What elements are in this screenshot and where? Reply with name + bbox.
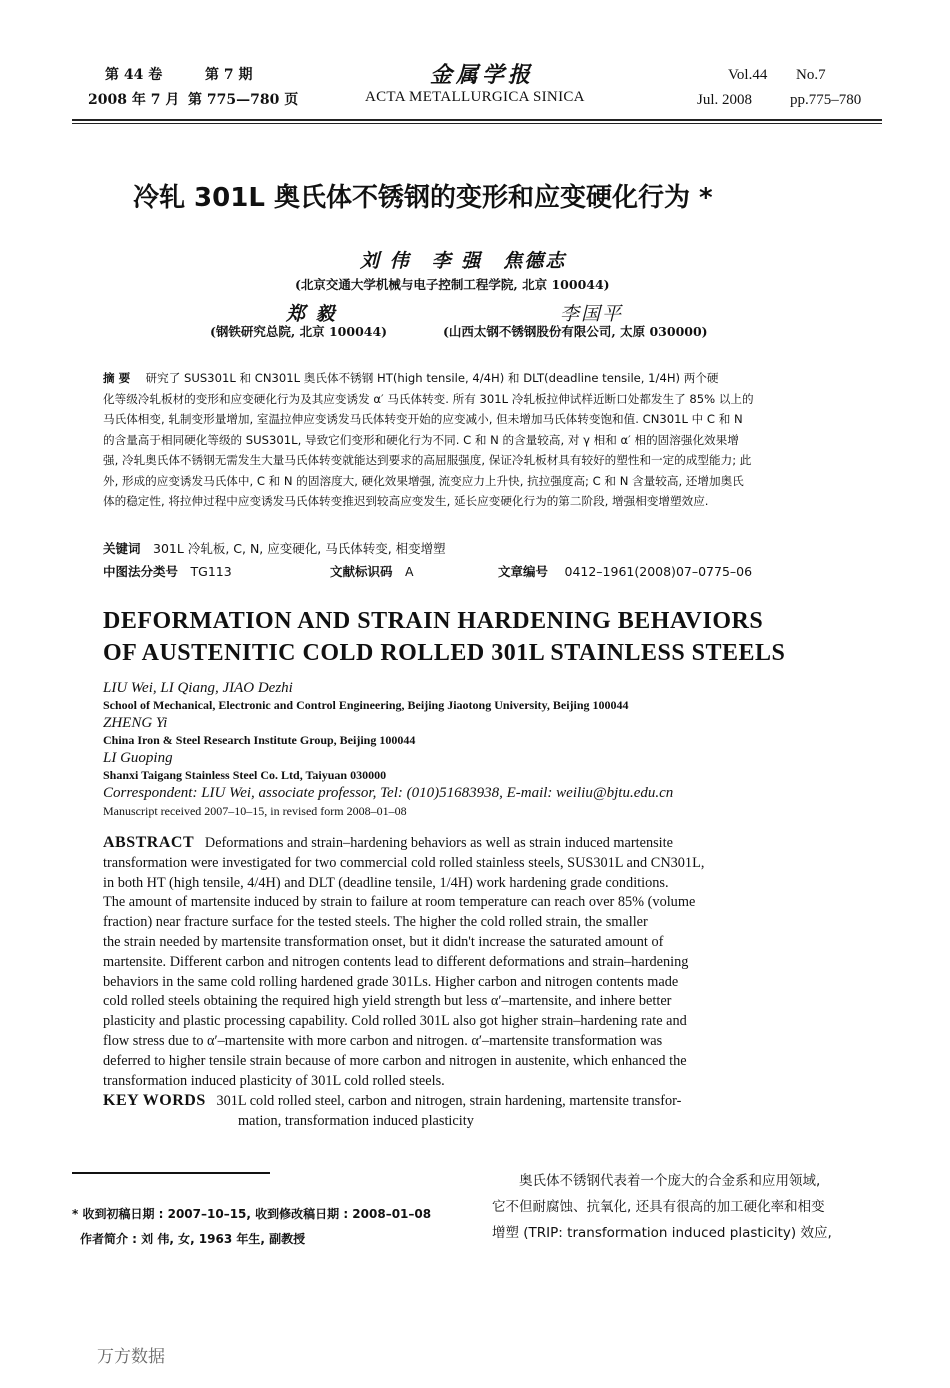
abstract-en-line: martensite. Different carbon and nitrogen contents lead to different deformations and strain–hardening [103,953,689,970]
footnote-received: * 收到初稿日期 : 2007–10–15, 收到修改稿日期 : 2008–01–08 [72,1207,432,1221]
abstract-cn-line: 外, 形成的应变诱发马氏体中, C 和 N 的固溶度大, 硬化效果增强, 流变应力上升快, 抗拉强度高; C 和 N 含量较高, 还增加奥氏 [103,473,744,488]
abstract-en-line: in both HT (high tensile, 4/4H) and DLT (deadline tensile, 1/4H) work hardening grade conditions. [103,874,669,891]
abstract-en-line: ABSTRACT Deformations and strain–hardening behaviors as well as strain induced martensite [103,834,673,851]
authors-en-1: LIU Wei, LI Qiang, JIAO Dezhi [103,680,293,696]
header-rule [72,119,882,121]
abstract-cn-line: 摘 要 研究了 SUS301L 和 CN301L 奥氏体不锈钢 HT(high tensile, 4/4H) 和 DLT(deadline tensile, 1/4H) 两个硬 [103,371,719,385]
body-line: 增塑 (TRIP: transformation induced plasticity) 效应, [492,1225,832,1241]
body-text-cn [492,1168,892,1246]
abstract-en-line: transformation were investigated for two commercial cold rolled stainless steels, SUS301L and CN301L, [103,854,705,871]
date-cn: 2008 年 7 月 [88,92,180,108]
abstract-en-line: The amount of martensite induced by strain to failure at room temperature can reach over 85% (volume [103,894,696,911]
abstract-cn-label: 摘 要 [103,371,131,385]
author-cn-2: 郑 毅 [286,303,337,325]
abstract-en-label: ABSTRACT [103,834,195,851]
keywords-cn-text: 301L 冷轧板, C, N, 应变硬化, 马氏体转变, 相变增塑 [153,541,446,556]
abstract-en-line: deferred to higher tensile strain because of more carbon and nitrogen in austenite, which enhanced the [103,1052,687,1069]
abstract-cn-line: 强, 冷轧奥氏体不锈钢无需发生大量马氏体转变就能达到要求的高屈服强度, 保证冷轧板材具有较好的塑性和一定的成型能力; 此 [103,453,752,467]
abstract-cn-line: 的含量高于相同硬化等级的 SUS301L, 导致它们变形和硬化行为不同. C 和 N 的含量较高, 对 γ 相和 α′ 相的固溶强化效果增 [103,432,739,447]
date-en: Jul. 2008 [697,92,753,108]
abstract-cn [103,368,851,512]
footnote-rule [72,1172,270,1174]
keywords-en-line: KEY WORDS 301L cold rolled steel, carbon and nitrogen, strain hardening, martensite transfor- [103,1092,682,1109]
abstract-en [103,833,851,1091]
watermark-wanfang: 万方数据 [97,1347,165,1367]
affiliation-en-1: School of Mechanical, Electronic and Control Engineering, Beijing Jiaotong University, Beijing 100044 [103,698,629,712]
article-number-value: 0412–1961(2008)07–0775–06 [564,564,753,579]
affiliation-cn-2: (钢铁研究总院, 北京 100044) [210,324,388,339]
issue-cn: 第 7 期 [205,67,253,83]
article-number-label: 文章编号 [498,564,549,579]
author-cn-3: 李国平 [560,303,624,325]
affiliation-cn-1: (北京交通大学机械与电子控制工程学院, 北京 100044) [295,277,610,292]
correspondent: Correspondent: LIU Wei, associate professor, Tel: (010)51683938, E-mail: weiliu@bjtu.edu.cn [103,785,674,801]
volume-en: Vol.44 [728,67,768,83]
keywords-en-line: mation, transformation induced plasticity [238,1112,474,1129]
abstract-cn-line: 化等级冷轧板材的变形和应变硬化行为及其应变诱发 α′ 马氏体转变. 所有 301L 冷轧板拉伸试样近断口处都发生了 85% 以上的 [103,391,754,406]
footnote-author: 作者简介 : 刘 伟, 女, 1963 年生, 副教授 [80,1232,306,1246]
article-number-row [498,562,752,580]
body-line: 它不但耐腐蚀、抗氧化, 还具有很高的加工硬化率和相变 [492,1199,825,1215]
abstract-en-line: transformation induced plasticity of 301L cold rolled steels. [103,1072,445,1089]
paper-title-cn: 冷轧 301L 奥氏体不锈钢的变形和应变硬化行为 * [133,183,713,213]
affiliation-cn-3: (山西太钢不锈钢股份有限公司, 太原 030000) [443,324,708,339]
affiliation-en-3: Shanxi Taigang Stainless Steel Co. Ltd, Taiyuan 030000 [103,768,387,782]
body-line: 奥氏体不锈钢代表着一个庞大的合金系和应用领域, [492,1173,821,1189]
volume-cn: 第 44 卷 [105,67,163,83]
abstract-cn-line: 马氏体相变, 轧制变形量增加, 室温拉伸应变诱发马氏体转变开始的应变减小, 但未增加马氏体转变饱和值. CN301L 中 C 和 N [103,412,743,426]
keywords-en [103,1091,851,1132]
keywords-cn [103,539,446,557]
abstract-cn-line: 体的稳定性, 将拉伸过程中应变诱发马氏体转变推迟到较高应变发生, 延长应变硬化行为的第二阶段, 增强相变增塑效应. [103,494,709,508]
clc-label: 中图法分类号 [103,564,179,579]
abstract-en-line: the strain needed by martensite transformation onset, but it didn't increase the saturated amount of [103,933,664,950]
abstract-en-line: fraction) near fracture surface for the tested steels. The higher the cold rolled strain, the smaller [103,914,648,931]
journal-title-cn: 金属学报 [430,62,535,88]
pages-en: pp.775–780 [790,92,862,108]
authors-en-3: LI Guoping [103,750,173,766]
pages-cn: 第 775—780 页 [188,92,299,108]
affiliation-en-2: China Iron & Steel Research Institute Group, Beijing 100044 [103,733,416,747]
paper-title-en-line1: DEFORMATION AND STRAIN HARDENING BEHAVIORS [103,608,764,634]
authors-cn-line1: 刘 伟 李 强 焦德志 [360,250,567,272]
doc-code-label: 文献标识码 [330,564,393,579]
clc-value: TG113 [190,564,232,579]
keywords-cn-label: 关键词 [103,541,141,556]
abstract-en-line: plasticity and plastic processing capability. Cold rolled 301L also got higher strain–hardening rate and [103,1013,687,1030]
keywords-en-label: KEY WORDS [103,1092,206,1109]
manuscript-received: Manuscript received 2007–10–15, in revised form 2008–01–08 [103,804,407,818]
journal-title-en: ACTA METALLURGICA SINICA [365,89,585,105]
doc-code-value: A [405,564,414,579]
authors-en-2: ZHENG Yi [103,715,168,731]
doc-code-row [330,562,414,580]
abstract-en-line: flow stress due to α′–martensite with more carbon and nitrogen. α′–martensite transformation was [103,1032,663,1049]
issue-en: No.7 [796,67,826,83]
header-rule-thin [72,123,882,124]
paper-title-en-line2: OF AUSTENITIC COLD ROLLED 301L STAINLESS STEELS [103,640,786,666]
abstract-en-line: cold rolled steels obtaining the required high yield strength but less α′–martensite, and inhere better [103,993,672,1010]
clc-row [103,562,232,580]
abstract-en-line: behaviors in the same cold rolling hardened grade 301Ls. Higher carbon and nitrogen contents made [103,973,679,990]
